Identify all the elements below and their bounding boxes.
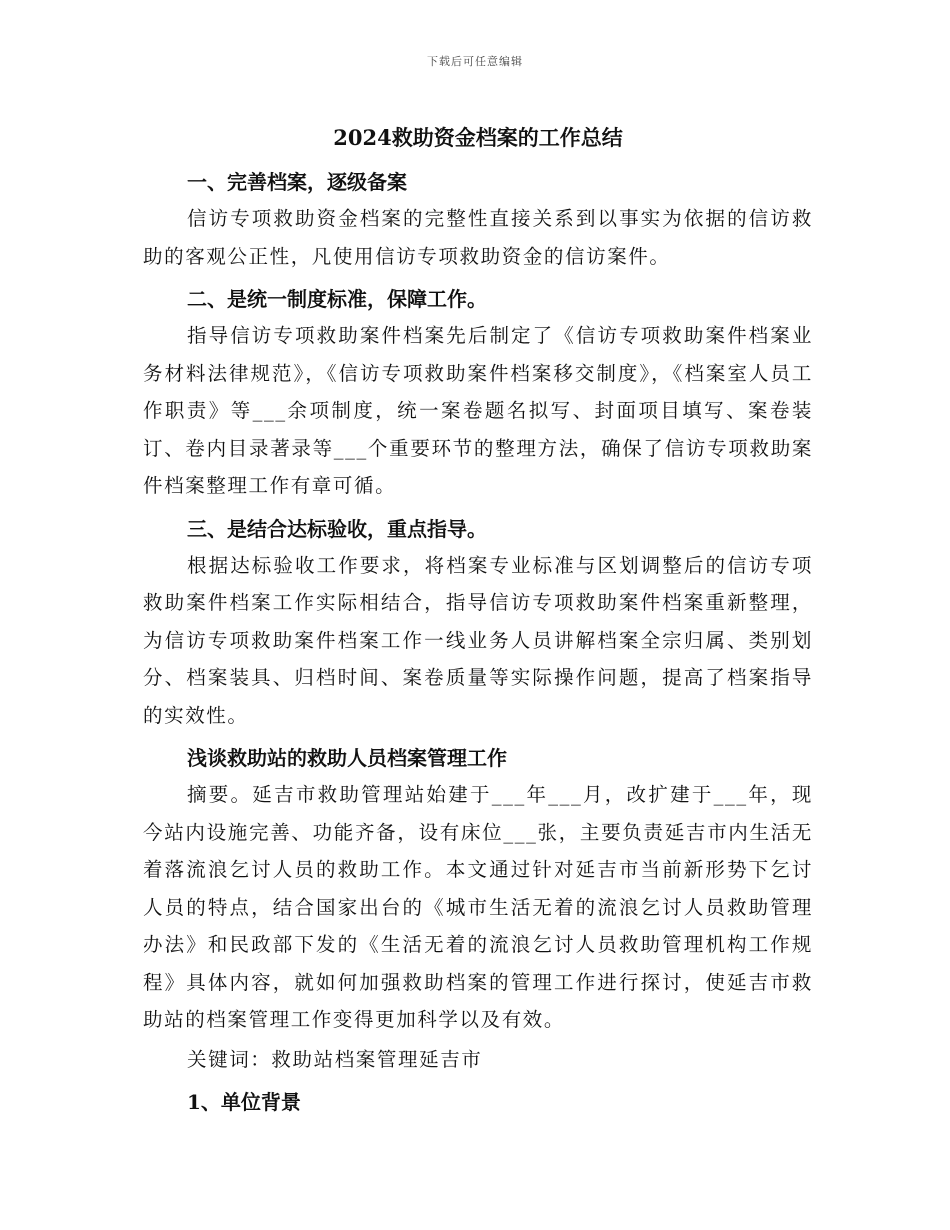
section-heading-2: 二、是统一制度标准，保障工作。: [187, 287, 487, 311]
section-paragraph-3: 根据达标验收工作要求，将档案专业标准与区划调整后的信访专项救助案件档案工作实际相结合，指导信访专项救助案件档案重新整理，为信访专项救助案件档案工作一线业务人员讲解档案全宗归属、类别划分、档案装具、归档时间、案卷质量等实际操作问题，提高了档案指导的实效性。: [143, 553, 813, 727]
document-title: 2024救助资金档案的工作总结: [333, 125, 623, 150]
section-paragraph-2: 指导信访专项救助案件档案先后制定了《信访专项救助案件档案业务材料法律规范》，《信访专项救助案件档案移交制度》，《档案室人员工作职责》等___余项制度，统一案卷题名拟写、封面项目填写、案卷装订、卷内目录著录等___个重要环节的整理方法，确保了信访专项救助案件档案整理工作有章可循。: [143, 324, 813, 497]
section-heading-1: 一、完善档案，逐级备案: [187, 170, 407, 194]
article-title: 浅谈救助站的救助人员档案管理工作: [187, 746, 507, 770]
document-body: [143, 118, 813, 1120]
section-paragraph-1: 信访专项救助资金档案的完整性直接关系到以事实为依据的信访救助的客观公正性，凡使用信访专项救助资金的信访案件。: [143, 207, 813, 268]
keywords-line: 关键词：救助站档案管理延吉市: [187, 1047, 483, 1071]
page-header-note: 下载后可任意编辑: [427, 55, 523, 68]
subsection-heading-background: 1、单位背景: [187, 1090, 301, 1114]
section-heading-3: 三、是结合达标验收，重点指导。: [187, 516, 487, 541]
abstract-paragraph: 摘要。延吉市救助管理站始建于___年___月，改扩建于___年，现今站内设施完善、功能齐备，设有床位___张，主要负责延吉市内生活无着落流浪乞讨人员的救助工作。本文通过针对延吉市当前新形势下乞讨人员的特点，结合国家出台的《城市生活无着的流浪乞讨人员救助管理办法》和民政部下发的《生活无着的流浪乞讨人员救助管理机构工作规程》具体内容，就如何加强救助档案的管理工作进行探讨，使延吉市救助站的档案管理工作变得更加科学以及有效。: [143, 783, 813, 1031]
